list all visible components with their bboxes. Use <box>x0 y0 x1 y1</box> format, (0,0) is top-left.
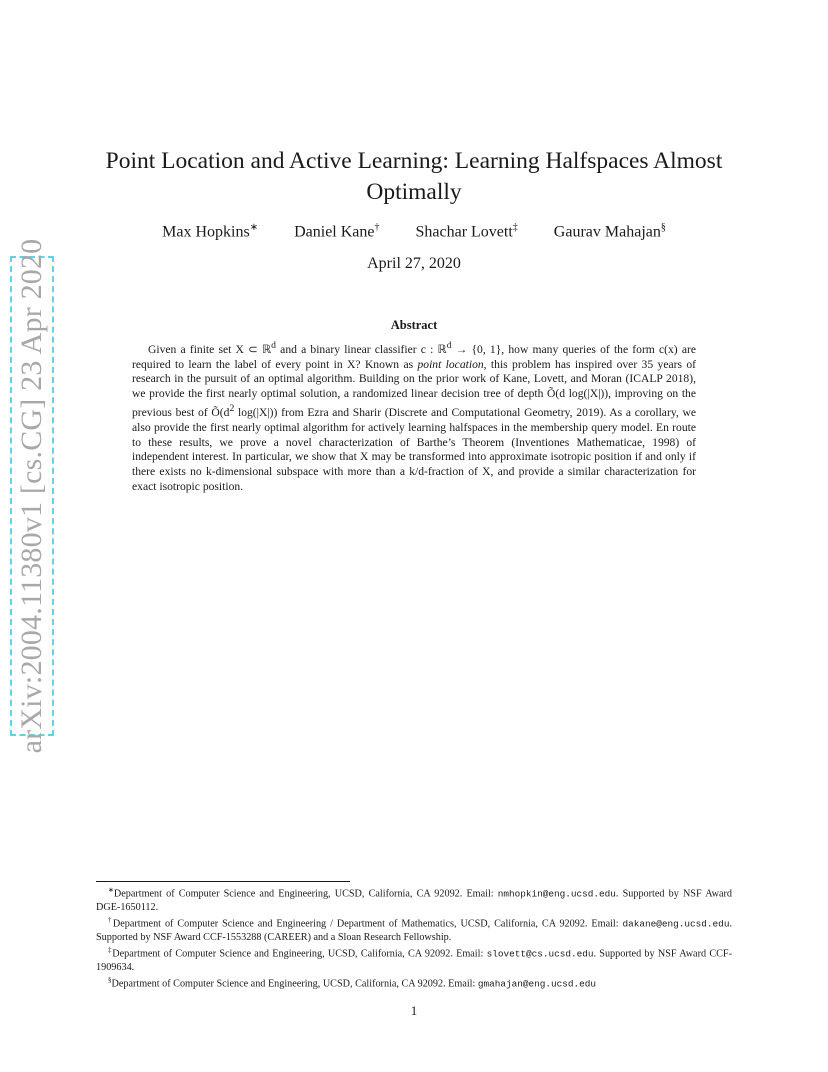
paper-title: Point Location and Active Learning: Learning Halfspaces Almost Optimally <box>105 148 723 205</box>
email-link[interactable]: slovett@cs.ucsd.edu <box>486 948 594 960</box>
author-list <box>100 222 728 241</box>
abstract-heading: Abstract <box>390 318 438 332</box>
email-link[interactable]: gmahajan@eng.ucsd.edu <box>477 978 597 990</box>
email-link[interactable]: nmhopkin@eng.ucsd.edu <box>497 888 616 900</box>
arxiv-stamp-text: arXiv:2004.11380v1 [cs.CG] 23 Apr 2020 <box>15 238 48 754</box>
author: Max Hopkins∗ <box>162 222 259 241</box>
author: Shachar Lovett‡ <box>415 222 518 241</box>
author-mark: ‡ <box>512 222 518 233</box>
author: Gaurav Mahajan§ <box>553 222 666 241</box>
page-number: 1 <box>410 1003 418 1018</box>
abstract-text: Given a finite set X ⊂ ℝ$^d$ and a binary linear classifier c : ℝ$^d$ → {0, 1}, how many queries of the form c(x) are required to learn the label of every point in X? Known as point location, this problem has inspired over 35 years of research in the pursuit of an optimal algorithm. Building on the prior work of Kane, Lovett, and Moran (ICALP 2018), we provide the first nearly optimal solution, a randomized linear decision tree of depth Õ(d log(|X|)), improving on the previous best of $Õ(d^2$ log(|X|)) from Ezra and Sharir (Discrete and Computational Geometry, 2019). As a corollary, we also provide the first nearly optimal algorithm for actively learning halfspaces in the membership query model. En route to these results, we prove a novel characterization of Barthe’s Theorem (Inventiones Mathematicae, 1998) of independent interest. In particular, we show that X may be transformed into approximate isotropic position if and only if there exists no k-dimensional subspace with more than a k/d-fraction of X, and provide a similar characterization for exact isotropic position. <box>132 340 697 493</box>
footnote: †Department of Computer Science and Engineering / Department of Mathematics, UCSD, California, CA 92092. Email: dakane@eng.ucsd.edu. Supported by NSF Award CCF-1553288 (CAREER) and a Sloan Research Fellowship. <box>96 915 732 943</box>
footnote: ∗Department of Computer Science and Engineering, UCSD, California, CA 92092. Email: nmhopkin@eng.ucsd.edu. Supported by NSF Award DGE-1650112. <box>96 886 732 913</box>
footnote: §Department of Computer Science and Engineering, UCSD, California, CA 92092. Email: gmahajan@eng.ucsd.edu <box>108 975 597 990</box>
email-link[interactable]: dakane@eng.ucsd.edu <box>622 918 730 930</box>
paper-date: April 27, 2020 <box>367 255 461 272</box>
author-mark: § <box>660 222 666 233</box>
footnotes <box>96 884 732 991</box>
author-mark: † <box>374 222 380 233</box>
footnote: ‡Department of Computer Science and Engineering, UCSD, California, CA 92092. Email: slovett@cs.ucsd.edu. Supported by NSF Award CCF-1909634. <box>96 945 732 973</box>
author: Daniel Kane† <box>294 222 380 241</box>
emphasis: point location <box>417 357 484 371</box>
footnote-rule <box>96 881 350 882</box>
author-mark: ∗ <box>249 222 259 233</box>
